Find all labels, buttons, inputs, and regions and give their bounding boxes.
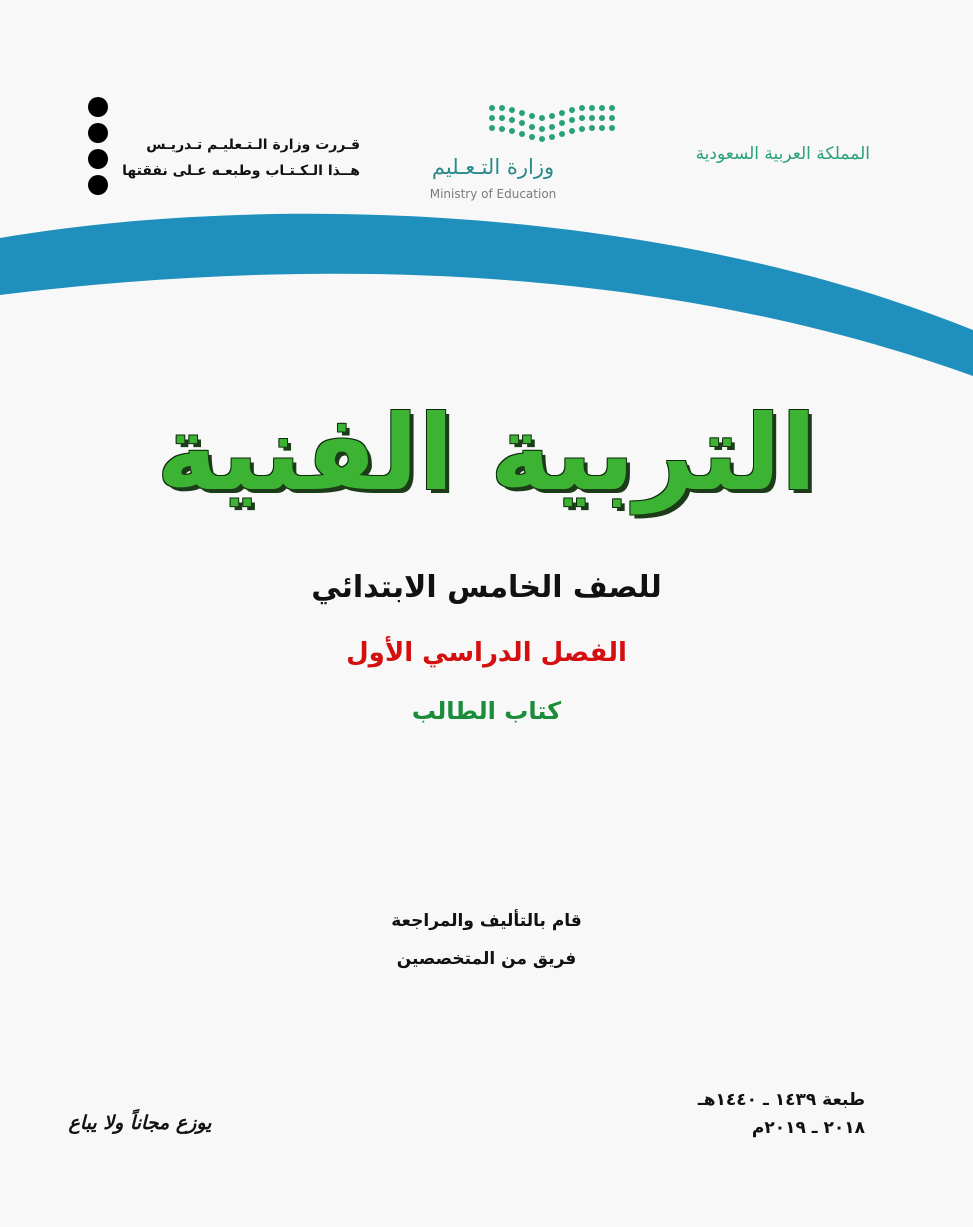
decorative-dots — [88, 97, 110, 201]
approval-line-2: هــذا الـكـتـاب وطبعـه عـلى نفقتها — [122, 163, 360, 179]
ministry-arabic-name: وزارة التـعـليم — [431, 155, 555, 179]
dot — [88, 97, 108, 117]
dot — [88, 123, 108, 143]
book-type-label: كتاب الطالب — [411, 697, 562, 725]
credits-line-1: قام بالتأليف والمراجعة — [391, 911, 582, 931]
edition-info — [650, 1086, 865, 1142]
dot — [88, 149, 108, 169]
dot — [88, 175, 108, 195]
edition-hijri: طبعة ١٤٣٩ ـ ١٤٤٠هـ — [697, 1090, 865, 1110]
kingdom-name: المملكة العربية السعودية — [695, 144, 870, 164]
credits-line-2: فريق من المتخصصين — [396, 949, 577, 969]
credits — [300, 902, 673, 978]
book-title: التربية الفنية — [156, 392, 817, 514]
blue-arc-band — [0, 200, 973, 400]
free-distribution-note: يوزع مجاناً ولا يباع — [68, 1112, 212, 1134]
grade-level: للصف الخامس الابتدائي — [311, 570, 662, 605]
semester-label: الفصل الدراسي الأول — [346, 638, 627, 668]
approval-statement — [120, 132, 360, 184]
edition-gregorian: ٢٠١٨ ـ ٢٠١٩م — [751, 1118, 865, 1138]
approval-line-1: قـررت وزارة الـتـعليـم تـدريـس — [146, 137, 360, 153]
ministry-english-name: Ministry of Education — [429, 187, 557, 201]
